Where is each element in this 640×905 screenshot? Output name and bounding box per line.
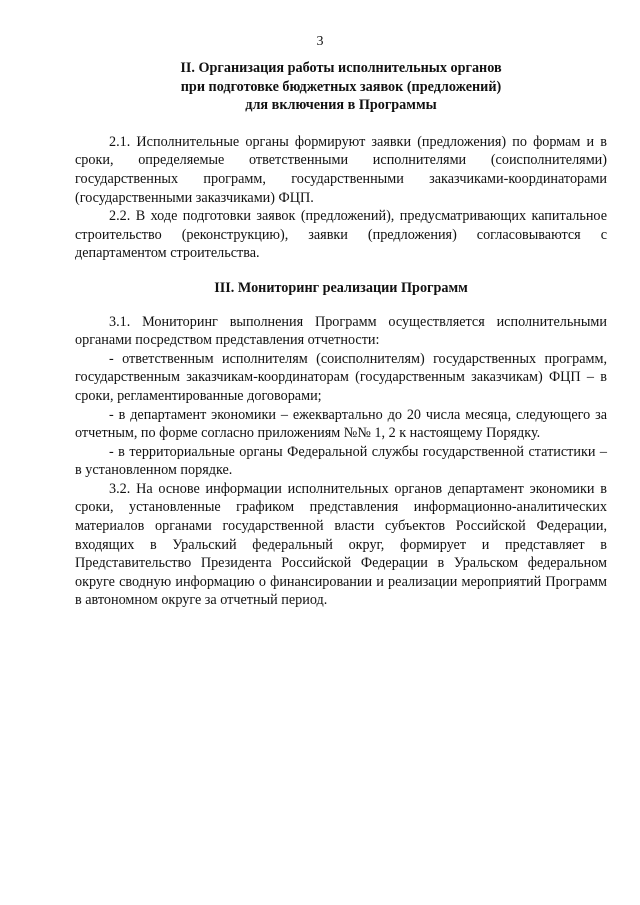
list-item-statistics-service: - в территориальные органы Федеральной службы государственной статистики – в установленном порядке. (75, 443, 607, 479)
section-2-heading-line: для включения в Программы (245, 97, 437, 114)
paragraph-3-1: 3.1. Мониторинг выполнения Программ осуществляется исполнительными органами посредством представления отчетности: (75, 313, 607, 349)
page-content (75, 59, 607, 610)
paragraph-3-2: 3.2. На основе информации исполнительных органов департамент экономики в сроки, установленные графиком представления информационно-аналитических материалов органами государственной власти субъектов Российской Федерации, входящих в Уральский федеральный округ, формирует и представляет в Представительство Президента Российской Федерации в Уральском федеральном округе сводную информацию о финансировании и реализации мероприятий Программ в автономном округе за отчетный период. (75, 480, 607, 609)
spacer (75, 263, 607, 279)
page-number: 3 (316, 34, 324, 49)
section-2-heading (75, 59, 607, 115)
spacer (75, 115, 607, 133)
list-item-responsible-executors: - ответственным исполнителям (соисполнителям) государственных программ, государственным заказчикам-координаторам (государственным заказчикам) ФЦП – в сроки, регламентированные договорами; (75, 350, 607, 404)
section-3-heading: III. Мониторинг реализации Программ (214, 279, 468, 296)
section-2-heading-line: II. Организация работы исполнительных органов (180, 60, 502, 76)
list-item-economy-department: - в департамент экономики – ежеквартально до 20 числа месяца, следующего за отчетным, по форме согласно приложениям №№ 1, 2 к настоящему Порядку. (75, 406, 607, 442)
paragraph-2-1: 2.1. Исполнительные органы формируют заявки (предложения) по формам и в сроки, определяемые ответственными исполнителями (соисполнителями) государственных программ, государственными заказчиками-координаторами (государственными заказчиками) ФЦП. (75, 133, 607, 206)
section-2-heading-line: при подготовке бюджетных заявок (предложений) (180, 78, 502, 95)
paragraph-2-2: 2.2. В ходе подготовки заявок (предложений), предусматривающих капитальное строительство (реконструкцию), заявки (предложения) согласовываются с департаментом строительства. (75, 208, 607, 262)
spacer (75, 298, 607, 313)
